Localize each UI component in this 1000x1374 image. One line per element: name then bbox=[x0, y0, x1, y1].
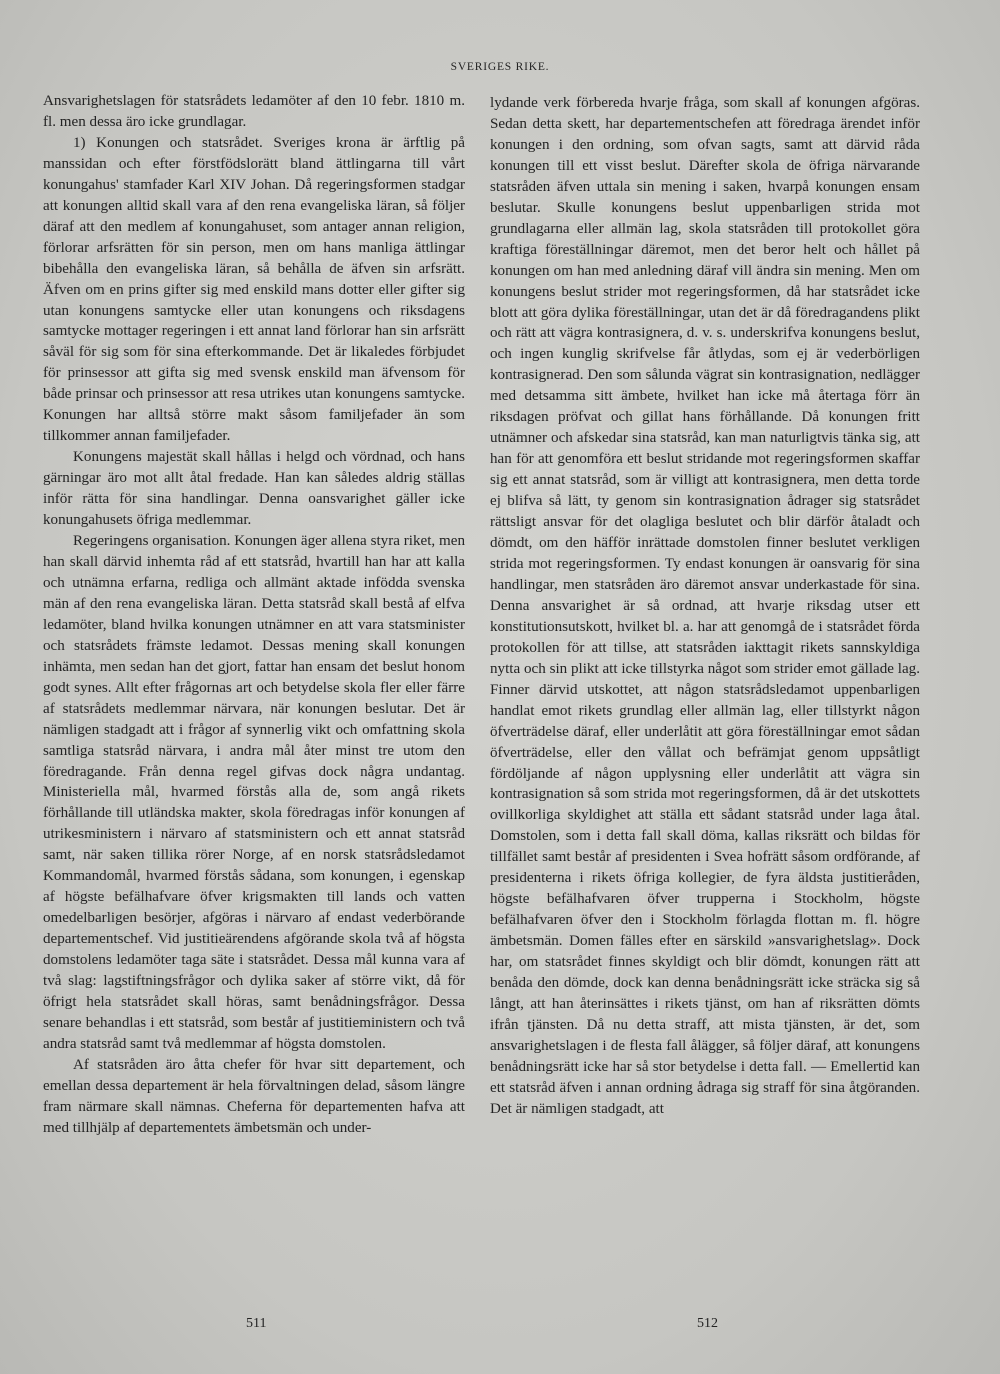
paragraph: Konungens majestät skall hållas i helgd och vördnad, och hans gärningar äro mot allt åtal fredade. Han kan således aldrig ställas inför rätta för sina handlingar. Denna oansvarighet gäller icke konungahusets öfriga medlemmar. bbox=[43, 449, 465, 529]
running-title: SVERIGES RIKE. bbox=[450, 61, 550, 73]
page-number-right: 512 bbox=[697, 1316, 718, 1331]
right-column bbox=[490, 93, 920, 1120]
paragraph: Ansvarighetslagen för statsrådets ledamöter af den 10 febr. 1810 m. fl. men dessa äro icke grundlagar. bbox=[43, 93, 465, 130]
page-number-left: 511 bbox=[246, 1316, 267, 1331]
paragraph: 1) Konungen och statsrådet. Sveriges krona är ärftlig på manssidan och efter förstfödslorätt bland ättlingarna till vårt konungahus' stamfader Karl XIV Johan. Då regeringsformen stadgar att konungen alltid skall vara af den rena evangeliska läran, så följer däraf att den medlem af konungahuset, som antager annan religion, förlorar arfsrätten för sin person, men om hans manliga ättlingar bibehålla den evangeliska läran, så behålla de äfven sin arfsrätt. Äfven om en prins gifter sig med enskild mans dotter eller gifter sig utan konungens samtycke eller utan konungens och riksdagens samtycke mottager regeringen i ett annat land förlorar han sin arfsrätt såväl för sig som för sina efterkommande. Det är likaledes förbjudet för prinsessor att gifta sig med svensk enskild man äfvensom för både prinsar och prinsessor att resa utrikes utan konungens samtycke. Konungen har alltså större makt såsom familjefader än som tillkommer annan familjefader. bbox=[43, 134, 465, 445]
paragraph: Regeringens organisation. Konungen äger allena styra riket, men han skall därvid inhemta råd af ett statsråd, hvartill han har att kalla och utnämna erfarna, redliga och allmänt aktade infödda svenska män af den rena evangeliska läran. Detta statsråd skall bestå af elfva ledamöter, bland hvilka konungen utnämner en att vara statsminister och statsrådets främste ledamot. Dessas mening skall konungen inhämta, men sedan han det gjort, fattar han ensam det beslut honom godt synes. Allt efter frågornas art och betydelse skola fler eller färre af statsrådets medlemmar närvara, när konungen beslutar. Det är nämligen stadgadt att i frågor af synnerlig vikt och omfattning skola samtliga statsråd närvara, i andra mål åter minst tre utom den föredragande. Från denna regel gifvas dock några undantag. Ministeriella mål, hvarmed förstås alla de, som angå rikets förhållande till utländska makter, skola föredragas inför konungen af utrikesministern i närvaro af statsministern och ett annat statsråd samt, när saken tillika rörer Norge, af en norsk statsrådsledamot Kommandomål, hvarmed förstås sådana, som konungen, i egenskap af högste befälhafvare öfver krigsmakten till lands och vatten omedelbarligen besörjer, afgöras i närvaro af endast vederbörande departementschef. Vid justitieärendens afgörande skola två af högsta domstolens ledamöter taga säte i statsrådet. Dessa mål kunna vara af två slag: lagstiftningsfrågor och dylika saker af större vikt, då för öfrigt hela statsrådet skall höras, samt benådningsfrågor. Dessa senare behandlas i ett statsråd, som består af justitieministern och två andra statsråd samt två medlemmar af högsta domstolen. bbox=[43, 533, 465, 1052]
paragraph: Af statsråden äro åtta chefer för hvar sitt departement, och emellan dessa departement är hela förvaltningen delad, såsom längre fram närmare skall nämnas. Cheferna för departementen hafva att med tillhjälp af departementets ämbetsmän och under- bbox=[43, 1056, 465, 1136]
left-column bbox=[43, 91, 465, 1139]
paragraph: lydande verk förbereda hvarje fråga, som skall af konungen afgöras. Sedan detta skett, har departementschefen att föredraga ärendet inför konungen i den ordning, som ofvan sagts, samt att därvid råda konungen till ett visst beslut. Därefter skola de öfriga närvarande statsråden äfven uttala sin mening i saken, hvarpå konungen ensam beslutar. Skulle konungens beslut uppenbarligen strida mot grundlagarna eller allmän lag, skola statsråden till protokollet göra kraftiga föreställningar däremot, men det beror helt och hållet på konungen om han med anledning däraf vill ändra sin mening. Men om konungens beslut strider mot regeringsformen, då har statsrådet icke blott att göra dylika föreställningar, utan det är då föredragandens plikt och rätt att vägra kontrasignera, d. v. s. underskrifva konungens beslut, och ingen kunglig skrifvelse får åtlydas, som ej är vederbörligen kontrasignerad. Den som sålunda vägrat sin kontrasignation, nedlägger med detsamma sitt ämbete, hvilket han icke må återtaga förr än riksdagen pröfvat och gillat hans förhållande. Då konungen fritt utnämner och afskedar sina statsråd, kan man naturligtvis tänka sig, att han för att genomföra ett beslut stridande mot regeringsformen skaffar sig ett annat statsråd, som är villigt att kontrasignera, men detta torde ej blifva så lätt, ty genom sin kontrasignation ådrager sig statsrådet rättsligt ansvar för det olagliga beslutet och blir därför åtaladt och dömdt, om den häfför inrättade domstolen finner beslutet verkligen strida mot regeringsformen. Ty endast konungen är oansvarig för sina handlingar, men statsråden äro däremot ansvar underkastade för sina. Denna ansvarighet är så ordnad, att hvarje riksdag utser ett konstitutionsutskott, hvilket bl. a. har att genomgå de i statsrådet förda protokollen för att tillse, att statsråden iakttagit rikets sannskyldiga nytta och sin plikt att icke tillstyrka något som strider emot gällade lag. Finner därvid utskottet, att någon statsrådsledamot uppenbarligen handlat emot rikets grundlag eller allmän lag, eller tillstyrkt någon öfverträdelse däraf, eller underlåtit att göra föreställningar emot sådan öfverträdelse, eller den vållat och befrämjat genom uppsåtligt fördöljande af någon upplysning eller underlåtit att vägra sin kontrasignation så som strida mot regeringsformen, då är det utskottets ovillkorliga skyldighet att ställa ett sådant statsråd under laga åtal. Domstolen, som i detta fall skall döma, kallas riksrätt och bildas för tillfället samt består af presidenten i Svea hofrätt såsom ordförande, af presidenterna i rikets öfriga kollegier, de fyra äldsta justitieråden, högste befälhafvaren öfver trupperna i Stockholm, högste befälhafvaren öfver den i Stockholm förlagda flottan m. fl. högre ämbetsmän. Domen fälles efter en särskild »ansvarighetslag». Dock har, om statsrådet finnes skyldigt och blir dömdt, konungen rätt att benåda den dömde, dock kan denna benådningsrätt icke sträcka sig så långt, att han återinsättes i rikets tjänst, om han af riksrätten dömts ifrån tjänsten. Då nu detta straff, att mista tjänsten, är det, som ansvarighetslagen i de flesta fall ålägger, så följer däraf, att konungens benådningsrätt icke har så stor betydelse i detta fall. — Emellertid kan ett statsråd äfven i annan ordning ådraga sig straff för sina åtgöranden. Det är nämligen stadgadt, att bbox=[490, 95, 920, 1117]
